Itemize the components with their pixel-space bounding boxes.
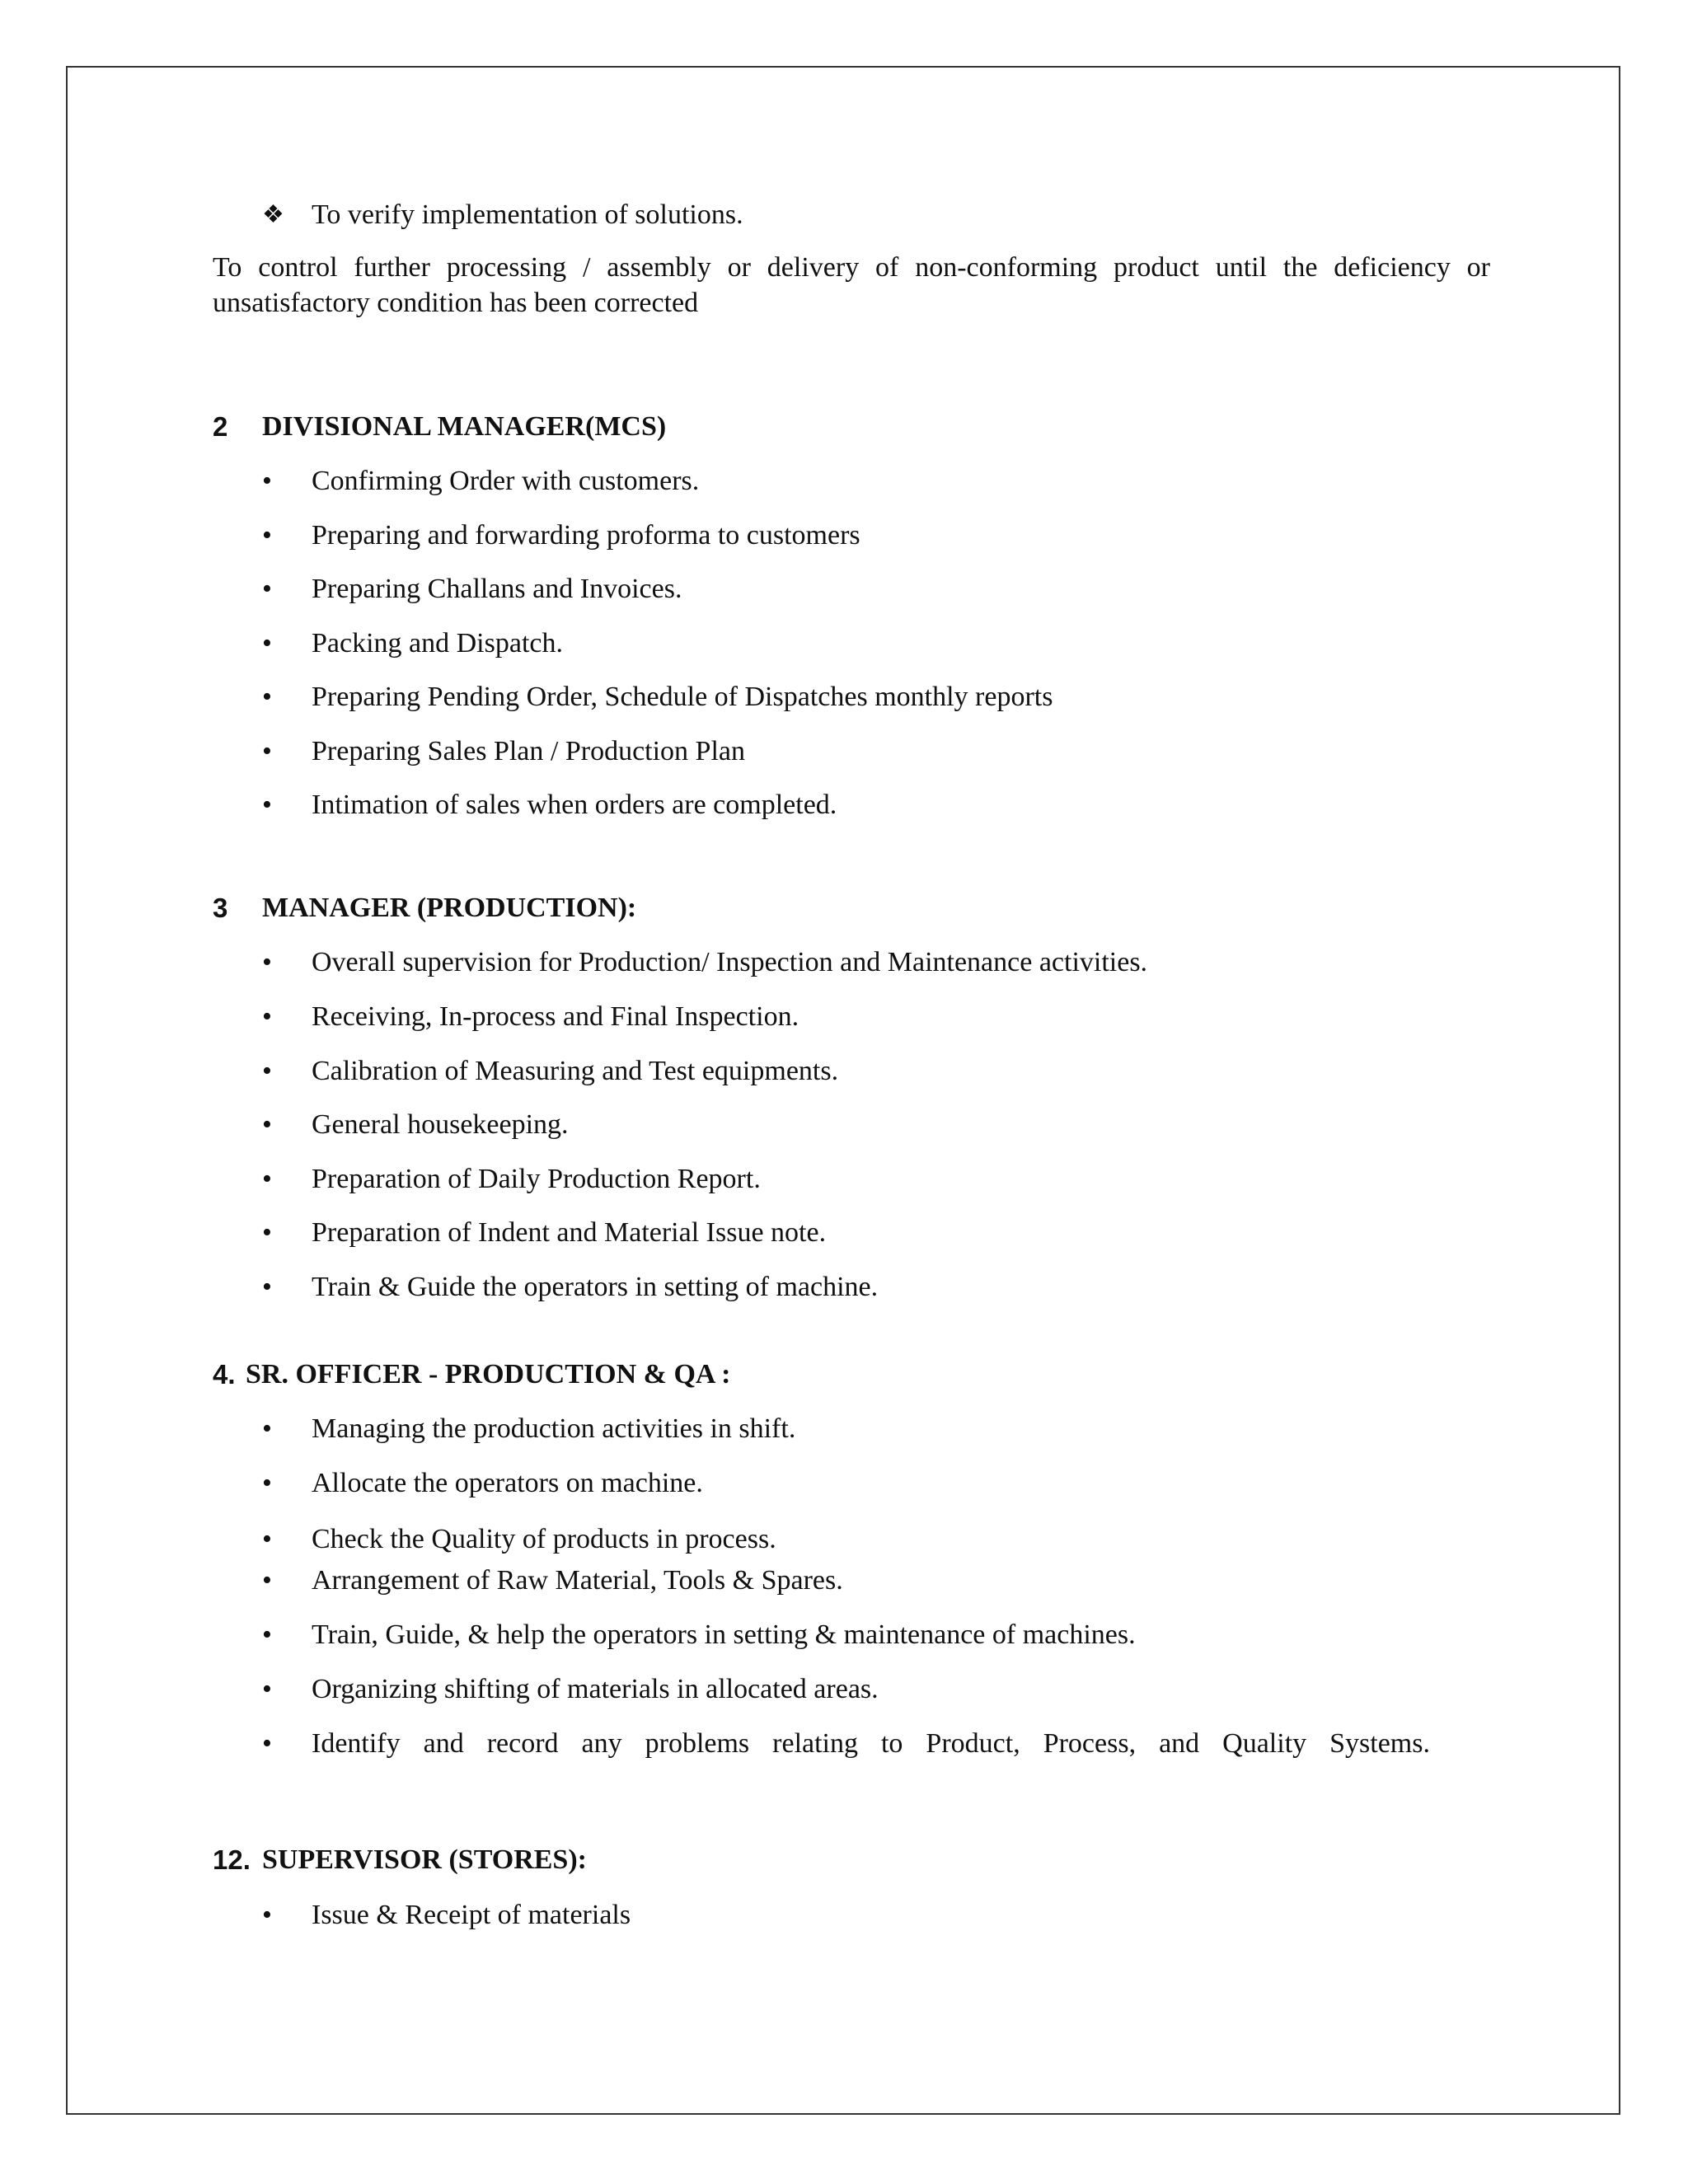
list-item: General housekeeping. (312, 1109, 569, 1140)
bullet-icon: • (262, 790, 272, 820)
section-number: 2 (213, 411, 228, 442)
section-number: 4. (213, 1359, 236, 1390)
list-item: Preparation of Daily Production Report. (312, 1164, 761, 1194)
list-item: Packing and Dispatch. (312, 628, 563, 658)
list-item: Preparing Challans and Invoices. (312, 574, 682, 604)
bullet-icon: • (262, 1565, 272, 1596)
list-item: Train, Guide, & help the operators in setting & maintenance of machines. (312, 1619, 1136, 1650)
list-item: Confirming Order with customers. (312, 466, 700, 496)
bullet-icon: • (262, 947, 272, 977)
list-item: Calibration of Measuring and Test equipments. (312, 1056, 839, 1086)
bullet-icon: • (262, 736, 272, 766)
bullet-icon: • (262, 1468, 272, 1498)
list-item: Preparation of Indent and Material Issue note. (312, 1217, 827, 1248)
list-item: Check the Quality of products in process. (312, 1524, 776, 1554)
bullet-icon: • (262, 1217, 272, 1248)
list-item: Intimation of sales when orders are completed. (312, 790, 837, 820)
bullet-icon: • (262, 574, 272, 604)
list-item: Allocate the operators on machine. (312, 1468, 703, 1498)
section-heading: DIVISIONAL MANAGER(MCS) (262, 411, 667, 442)
list-item: Managing the production activities in shift. (312, 1413, 796, 1444)
intro-diamond-item: To verify implementation of solutions. (312, 199, 743, 230)
list-item: Arrangement of Raw Material, Tools & Spares. (312, 1565, 843, 1596)
bullet-icon: • (262, 1272, 272, 1302)
section-number: 12. (213, 1844, 251, 1875)
bullet-icon: • (262, 1524, 272, 1554)
bullet-icon: • (262, 1164, 272, 1194)
bullet-icon: • (262, 1056, 272, 1086)
section-heading: SUPERVISOR (STORES): (262, 1844, 587, 1875)
bullet-icon: • (262, 520, 272, 551)
list-item: Receiving, In-process and Final Inspection. (312, 1001, 799, 1032)
list-item: Preparing Pending Order, Schedule of Dispatches monthly reports (312, 682, 1053, 712)
bullet-icon: • (262, 628, 272, 658)
bullet-icon: • (262, 682, 272, 712)
list-item: Identify and record any problems relating to Product, Process, and Quality Systems. (312, 1728, 1430, 1759)
diamond-bullet-icon: ❖ (262, 201, 284, 228)
list-item: Train & Guide the operators in setting of machine. (312, 1272, 879, 1302)
bullet-icon: • (262, 1001, 272, 1032)
bullet-icon: • (262, 1728, 272, 1759)
section-heading: MANAGER (PRODUCTION): (262, 893, 637, 923)
list-item: Preparing and forwarding proforma to customers (312, 520, 860, 551)
list-item: Overall supervision for Production/ Inspection and Maintenance activities. (312, 947, 1148, 977)
section-heading: SR. OFFICER - PRODUCTION & QA : (246, 1359, 731, 1390)
list-item: Issue & Receipt of materials (312, 1900, 631, 1930)
bullet-icon: • (262, 1413, 272, 1444)
list-item: Preparing Sales Plan / Production Plan (312, 736, 746, 766)
intro-paragraph: To control further processing / assembly or delivery of non-conforming product until the deficiency or unsatisfactory condition has been corrected (213, 252, 1490, 318)
bullet-icon: • (262, 1619, 272, 1650)
bullet-icon: • (262, 466, 272, 496)
list-item: Organizing shifting of materials in allocated areas. (312, 1674, 879, 1704)
bullet-icon: • (262, 1109, 272, 1140)
section-number: 3 (213, 893, 228, 923)
bullet-icon: • (262, 1674, 272, 1704)
bullet-icon: • (262, 1900, 272, 1930)
